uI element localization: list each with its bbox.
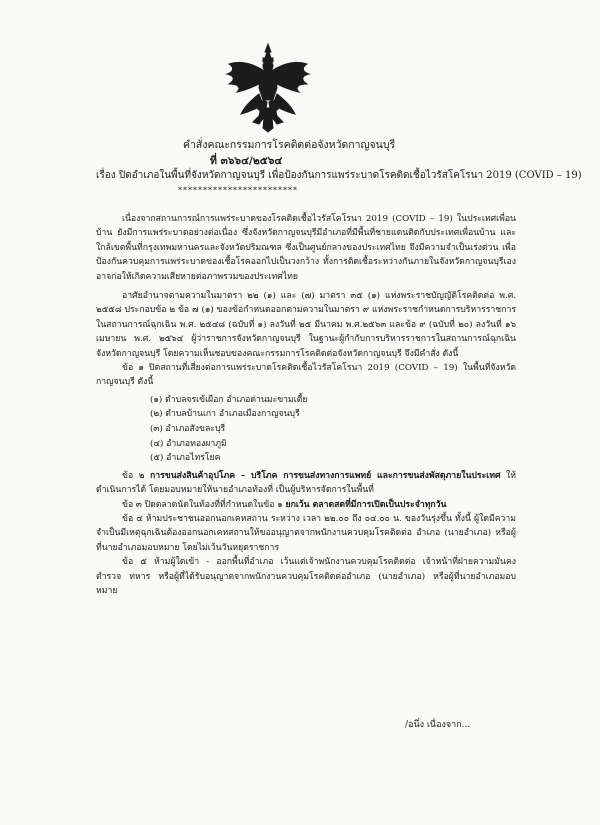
clause-2-bold: การขนส่งสินค้าอุปโภค – บริโภค การขนส่งทางการแพทย์ และการขนส่งพัสดุภายในประเทศ (149, 470, 501, 481)
closed-areas-list (150, 393, 516, 466)
clause-3-bold: ยกเว้น ตลาดสดที่มีการเปิดเป็นประจำทุกวัน (285, 499, 447, 510)
list-item: (๒) ตำบลบ้านเก่า อำเภอเมืองกาญจนบุรี (150, 409, 300, 420)
clause-3-lead: ข้อ ๓ ปิดตลาดนัดในท้องที่ที่กำหนดในข้อ ๑ (122, 499, 286, 510)
order-title: คำสั่งคณะกรรมการโรคติดต่อจังหวัดกาญจนบุรี (183, 139, 396, 151)
clause-2-rest: ให้ดำเนินการได้ โดยมอบหมายให้นายอำเภอท้องที่ เป็นผู้บริหารจัดการในพื้นที่ (96, 470, 516, 496)
clause-4: ข้อ ๔ ห้ามประชาชนออกนอกเคหสถาน ระหว่าง เวลา ๒๒.๐๐ ถึง ๐๔.๐๐ น. ของวันรุ่งขึ้น ทั้งนี้ ผู้ใดมีความจำเป็นมีเหตุฉุกเฉินต้องออกนอกเคหสถานให้ขออนุญาตจากพนักงานควบคุมโรคติดต่อ อำเภอ (นายอำเภอ) หรือผู้ที่นายอำเภอมอบหมาย โดยไม่เว้นวันหยุดราชการ (96, 514, 516, 553)
clause-2-lead: ข้อ ๒ (122, 470, 150, 481)
list-item: (๔) อำเภอทองผาภูมิ (150, 438, 227, 449)
list-item: (๑) ตำบลจรเข้เผือก อำเภอด่านมะขามเตี้ย (150, 394, 308, 405)
continued-note: /อนึ่ง เนื่องจาก... (405, 720, 471, 730)
garuda-emblem (223, 42, 313, 134)
list-item: (๓) อำเภอสังขละบุรี (150, 424, 226, 435)
order-subject: เรื่อง ปิดอำเภอในพื้นที่จังหวัดกาญจนบุรี เพื่อป้องกันการแพร่ระบาดโรคติดเชื้อไวรัสโคโรนา 2019 (COVID – 19) (96, 170, 582, 181)
clause-1: ข้อ ๑ ปิดสถานที่เสี่ยงต่อการแพร่ระบาดโรคติดเชื้อไวรัสโคโรนา 2019 (COVID – 19) ในพื้นที่จังหวัดกาญจนบุรี ดังนี้ (96, 363, 516, 388)
order-body (96, 212, 516, 599)
clause-3 (96, 498, 516, 512)
list-item: (๕) อำเภอไทรโยค (150, 453, 221, 464)
order-number: ที่ ๓๖๖๔/๒๕๖๔ (210, 155, 283, 167)
paragraph-authority: อาศัยอำนาจตามความในมาตรา ๒๒ (๑) และ (๗) มาตรา ๓๕ (๑) แห่งพระราชบัญญัติโรคติดต่อ พ.ศ. ๒๕๕๘ ประกอบข้อ ๒ ข้อ ๗ (๑) ของข้อกำหนดออกตามความในมาตรา ๙ แห่งพระราชกำหนดการบริหารราชการในสถานการณ์ฉุกเฉิน พ.ศ. ๒๕๔๘ (ฉบับที่ ๑) ลงวันที่ ๒๕ มีนาคม พ.ศ.๒๕๖๓ และข้อ ๙ (ฉบับที่ ๒๐) ลงวันที่ ๑๖ เมษายน พ.ศ. ๒๕๖๔ ผู้ว่าราชการจังหวัดกาญจนบุรี ในฐานะผู้กำกับการบริหารราชการในสถานการณ์ฉุกเฉินจังหวัดกาญจนบุรี โดยความเห็นชอบของคณะกรรมการโรคติดต่อจังหวัดกาญจนบุรี จึงมีคำสั่ง ดังนี้ (96, 291, 516, 359)
paragraph-background: เนื่องจากสถานการณ์การแพร่ระบาดของโรคติดเชื้อไวรัสโคโรนา 2019 (COVID – 19) ในประเทศเพื่อนบ้าน ยังมีการแพร่ระบาดอย่างต่อเนื่อง ซึ่งจังหวัดกาญจนบุรีมีอำเภอที่มีพื้นที่ชายแดนติดกับประเทศเพื่อนบ้าน และใกล้เขตพื้นที่กรุงเทพมหานครและจังหวัดปริมณฑล ซึ่งเป็นศูนย์กลางของประเทศไทย จึงมีความจำเป็นเร่งด่วน เพื่อป้องกันควบคุมการแพร่ระบาดของเชื้อโรคออกไปเป็นวงกว้าง ทั้งการติดเชื้อระหว่างกันภายในจังหวัดกาญจนบุรีเอง อาจก่อให้เกิดความเสียหายต่อภาพรวมของประเทศไทย (96, 214, 516, 282)
separator-stars: ************************ (178, 186, 298, 195)
clause-2 (96, 469, 516, 498)
clause-5: ข้อ ๕ ห้ามผู้ใดเข้า - ออกพื้นที่อำเภอ เว้นแต่เจ้าพนักงานควบคุมโรคติดต่อ เจ้าหน้าที่ฝ่ายความมั่นคง ตำรวจ ทหาร หรือผู้ที่ได้รับอนุญาตจากพนักงานควบคุมโรคติดต่ออำเภอ (นายอำเภอ) หรือผู้ที่นายอำเภอมอบหมาย (96, 557, 516, 597)
